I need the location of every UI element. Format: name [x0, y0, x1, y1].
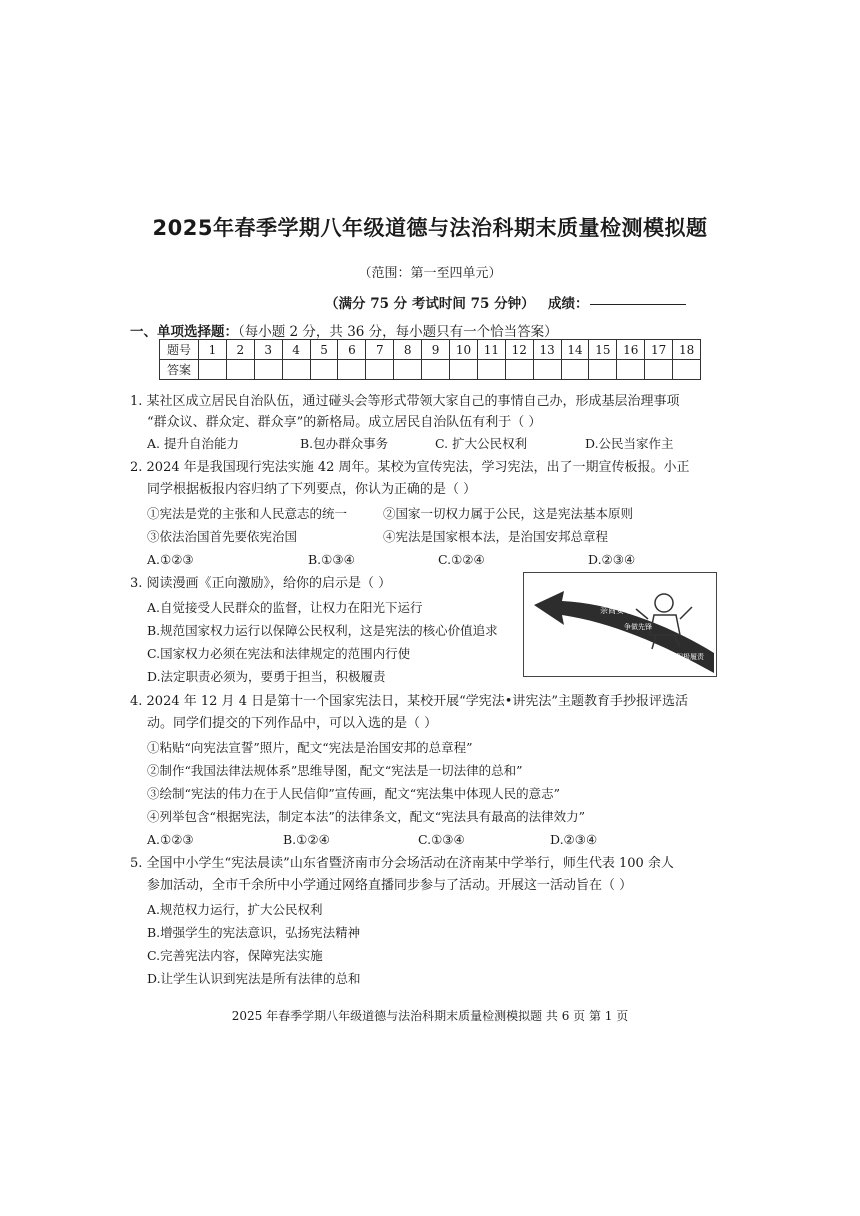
answer-cell[interactable] — [310, 360, 338, 380]
cartoon-label-2: 争做先锋 — [624, 623, 652, 631]
question-number-label: 题号 — [160, 340, 199, 360]
question-5-option-d: D.让学生认识到宪法是所有法律的总和 — [147, 971, 361, 986]
figure-head — [655, 594, 673, 612]
question-number-cell: 6 — [338, 340, 366, 360]
question-2-statement-4: ④宪法是国家根本法，是治国安邦总章程 — [383, 529, 609, 544]
section-instruction: （每小题 2 分，共 36 分，每小题只有一个恰当答案） — [238, 324, 558, 340]
question-number-cell: 7 — [366, 340, 394, 360]
question-2-option-c: C.①②④ — [438, 552, 485, 567]
question-number-cell: 3 — [254, 340, 282, 360]
question-2-option-b: B.①③④ — [308, 552, 355, 567]
answer-label: 答案 — [160, 360, 199, 380]
answer-table — [159, 339, 701, 380]
question-4-statement-1: ①粘贴“向宪法宣誓”照片，配文“宪法是治国安邦的总章程” — [147, 740, 473, 755]
question-3-option-a: A.自觉接受人民群众的监督，让权力在阳光下运行 — [147, 600, 423, 615]
question-1-option-b: B.包办群众事务 — [300, 436, 389, 451]
answer-cell[interactable] — [394, 360, 422, 380]
cartoon-label-3: 积极履责 — [676, 653, 704, 661]
question-2-line-2: 同学根据板报内容归纳了下列要点，你认为正确的是（ ） — [147, 482, 477, 497]
question-5-line-2: 参加活动，全市千余所中小学通过网络直播同步参与了活动。开展这一活动旨在（ ） — [147, 878, 633, 893]
question-number-cell: 10 — [450, 340, 478, 360]
answer-cell[interactable] — [505, 360, 533, 380]
question-number-cell: 13 — [533, 340, 561, 360]
question-number-cell: 14 — [561, 340, 589, 360]
answer-table-number-row — [160, 340, 701, 360]
question-4-option-d: D.②③④ — [550, 832, 598, 847]
answer-cell[interactable] — [422, 360, 450, 380]
question-4-option-a: A.①②③ — [147, 832, 194, 847]
cartoon-illustration — [524, 573, 716, 676]
score-blank — [590, 304, 686, 305]
question-4-line-2: 动。同学们提交的下列作品中，可以入选的是（ ） — [147, 716, 438, 731]
answer-cell[interactable] — [533, 360, 561, 380]
question-2-option-a: A.①②③ — [147, 552, 194, 567]
answer-cell[interactable] — [254, 360, 282, 380]
answer-cell[interactable] — [645, 360, 673, 380]
question-number-cell: 11 — [477, 340, 505, 360]
answer-cell[interactable] — [561, 360, 589, 380]
question-3-line-1: 3. 阅读漫画《正向激励》，给你的启示是（ ） — [130, 576, 392, 591]
question-4-statement-2: ②制作“我国法律法规体系”思维导图，配文“宪法是一切法律的总和” — [147, 763, 523, 778]
page-title: 2025年春季学期八年级道德与法治科期末质量检测模拟题 — [152, 216, 708, 240]
question-5-option-c: C.完善宪法内容，保障宪法实施 — [147, 948, 323, 963]
question-3-option-d: D.法定职责必须为，要勇于担当，积极履责 — [147, 669, 386, 684]
question-number-cell: 4 — [282, 340, 310, 360]
question-2-statement-2: ②国家一切权力属于公民，这是宪法基本原则 — [383, 506, 634, 521]
question-4-option-b: B.①②④ — [283, 832, 330, 847]
exam-scope: （范围：第一至四单元） — [358, 266, 502, 281]
answer-table-answer-row — [160, 360, 701, 380]
page-footer: 2025 年春季学期八年级道德与法治科期末质量检测模拟题 共 6 页 第 1 页 — [231, 1009, 629, 1023]
question-2-statement-1: ①宪法是党的主张和人民意志的统一 — [147, 506, 348, 521]
question-1-line-1: 1. 某社区成立居民自治队伍，通过碰头会等形式带领大家自己的事情自己办，形成基层治理事项 — [130, 394, 680, 409]
question-4-line-1: 4. 2024 年 12 月 4 日是第十一个国家宪法日，某校开展“学宪法•讲宪法”主题教育手抄报评选活 — [130, 694, 689, 709]
question-1-line-2: “群众议、群众定、群众享”的新格局。成立居民自治队伍有利于（ ） — [147, 415, 542, 430]
question-1-option-a: A. 提升自治能力 — [147, 436, 239, 451]
question-number-cell: 9 — [422, 340, 450, 360]
question-number-cell: 15 — [589, 340, 617, 360]
question-5-line-1: 5. 全国中小学生“宪法晨读”山东省暨济南市分会场活动在济南某中学举行，师生代表 100 余人 — [130, 856, 674, 871]
question-number-cell: 18 — [673, 340, 701, 360]
question-number-cell: 17 — [645, 340, 673, 360]
exam-info: （满分 75 分 考试时间 75 分钟） — [325, 296, 535, 312]
score-label: 成绩： — [548, 296, 589, 312]
answer-cell[interactable] — [617, 360, 645, 380]
answer-cell[interactable] — [282, 360, 310, 380]
question-3-option-c: C.国家权力必须在宪法和法律规定的范围内行使 — [147, 646, 411, 661]
question-2-option-d: D.②③④ — [588, 552, 636, 567]
question-number-cell: 2 — [226, 340, 254, 360]
question-1-option-d: D.公民当家作主 — [585, 436, 674, 451]
cartoon-image — [523, 572, 717, 677]
answer-cell[interactable] — [673, 360, 701, 380]
answer-cell[interactable] — [450, 360, 478, 380]
cartoon-label-1: 亲商安干 — [600, 606, 632, 615]
question-number-cell: 8 — [394, 340, 422, 360]
question-1-option-c: C. 扩大公民权利 — [435, 436, 528, 451]
question-4-option-c: C.①③④ — [418, 832, 465, 847]
section-heading — [130, 320, 558, 340]
question-3-option-b: B.规范国家权力运行以保障公民权利，这是宪法的核心价值追求 — [147, 623, 498, 638]
answer-cell[interactable] — [366, 360, 394, 380]
question-5-option-a: A.规范权力运行，扩大公民权利 — [147, 902, 323, 917]
section-title: 一、单项选择题： — [130, 324, 238, 340]
answer-cell[interactable] — [477, 360, 505, 380]
question-number-cell: 16 — [617, 340, 645, 360]
question-number-cell: 1 — [199, 340, 227, 360]
question-5-option-b: B.增强学生的宪法意识，弘扬宪法精神 — [147, 925, 361, 940]
question-number-cell: 12 — [505, 340, 533, 360]
answer-cell[interactable] — [338, 360, 366, 380]
question-2-line-1: 2. 2024 年是我国现行宪法实施 42 周年。某校为宣传宪法，学习宪法，出了一期宣传板报。小正 — [130, 460, 690, 475]
question-number-cell: 5 — [310, 340, 338, 360]
question-2-statement-3: ③依法治国首先要依宪治国 — [147, 529, 298, 544]
answer-cell[interactable] — [199, 360, 227, 380]
question-4-statement-3: ③绘制“宪法的伟力在于人民信仰”宣传画，配文“宪法集中体现人民的意志” — [147, 786, 561, 801]
answer-cell[interactable] — [226, 360, 254, 380]
answer-cell[interactable] — [589, 360, 617, 380]
question-4-statement-4: ④列举包含“根据宪法，制定本法”的法律条文，配文“宪法具有最高的法律效力” — [147, 809, 586, 824]
